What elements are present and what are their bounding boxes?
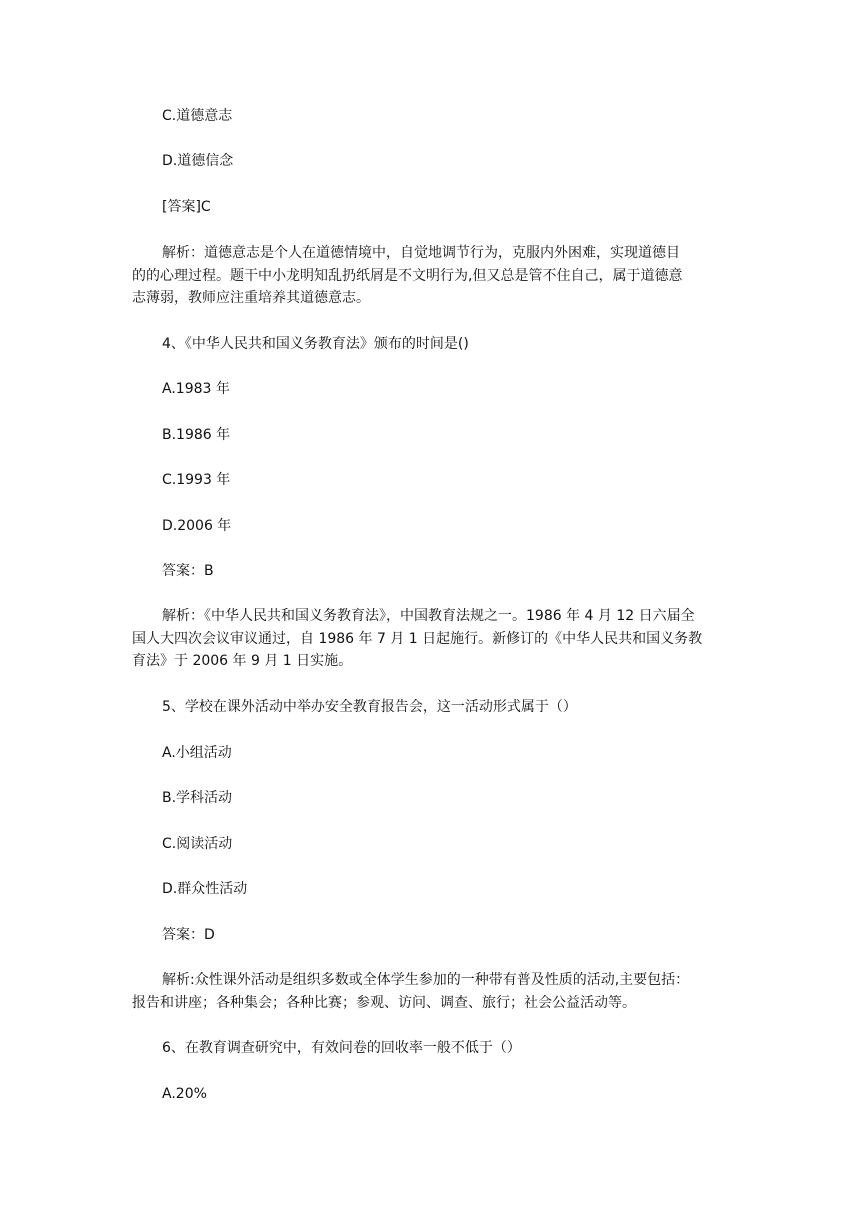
q3-analysis-line: 解析：道德意志是个人在道德情境中，自觉地调节行为，克服内外困难，实现道德目 — [162, 245, 680, 261]
q6-question: 6、在教育调查研究中，有效问卷的回收率一般不低于（） — [162, 1040, 521, 1056]
q3-analysis — [132, 242, 740, 310]
q4-analysis — [132, 605, 740, 673]
q5-option-b: B.学科活动 — [162, 790, 233, 806]
q4-option-a: A.1983 年 — [162, 381, 230, 397]
q5-option-c: C.阅读活动 — [162, 836, 233, 852]
q4-option-c: C.1993 年 — [162, 472, 231, 488]
q3-answer: [答案]C — [162, 199, 211, 215]
q4-analysis-line: 国人大四次会议审议通过，自 1986 年 7 月 1 日起施行。新修订的《中华人民共和国义务教 — [132, 630, 703, 647]
q3-analysis-line: 志薄弱，教师应注重培养其道德意志。 — [132, 290, 370, 306]
q4-option-b: B.1986 年 — [162, 427, 231, 443]
q4-option-d: D.2006 年 — [162, 518, 232, 534]
q5-option-a: A.小组活动 — [162, 745, 232, 761]
q5-answer: 答案：D — [162, 927, 215, 943]
q4-analysis-line: 育法》于 2006 年 9 月 1 日实施。 — [132, 653, 353, 669]
q3-analysis-line: 的的心理过程。题干中小龙明知乱扔纸屑是不文明行为,但又总是管不住自己，属于道德意 — [132, 267, 683, 284]
q3-option-d: D.道德信念 — [162, 153, 234, 169]
q5-analysis — [132, 969, 740, 1014]
q5-analysis-line: 报告和讲座；各种集会；各种比赛；参观、访问、调查、旅行；社会公益活动等。 — [132, 994, 636, 1011]
q5-question: 5、学校在课外活动中举办安全教育报告会，这一活动形式属于（） — [162, 699, 577, 715]
q5-analysis-line: 解析:众性课外活动是组织多数或全体学生参加的一种带有普及性质的活动,主要包括： — [162, 972, 690, 988]
q3-option-c: C.道德意志 — [162, 108, 233, 124]
q4-question: 4、《中华人民共和国义务教育法》颁布的时间是() — [162, 336, 469, 352]
q6-option-a: A.20% — [162, 1086, 207, 1102]
q4-analysis-line: 解析：《中华人民共和国义务教育法》，中国教育法规之一。1986 年 4 月 12 日六届全 — [162, 608, 695, 624]
q5-option-d: D.群众性活动 — [162, 881, 248, 897]
q4-answer: 答案：B — [162, 563, 214, 579]
